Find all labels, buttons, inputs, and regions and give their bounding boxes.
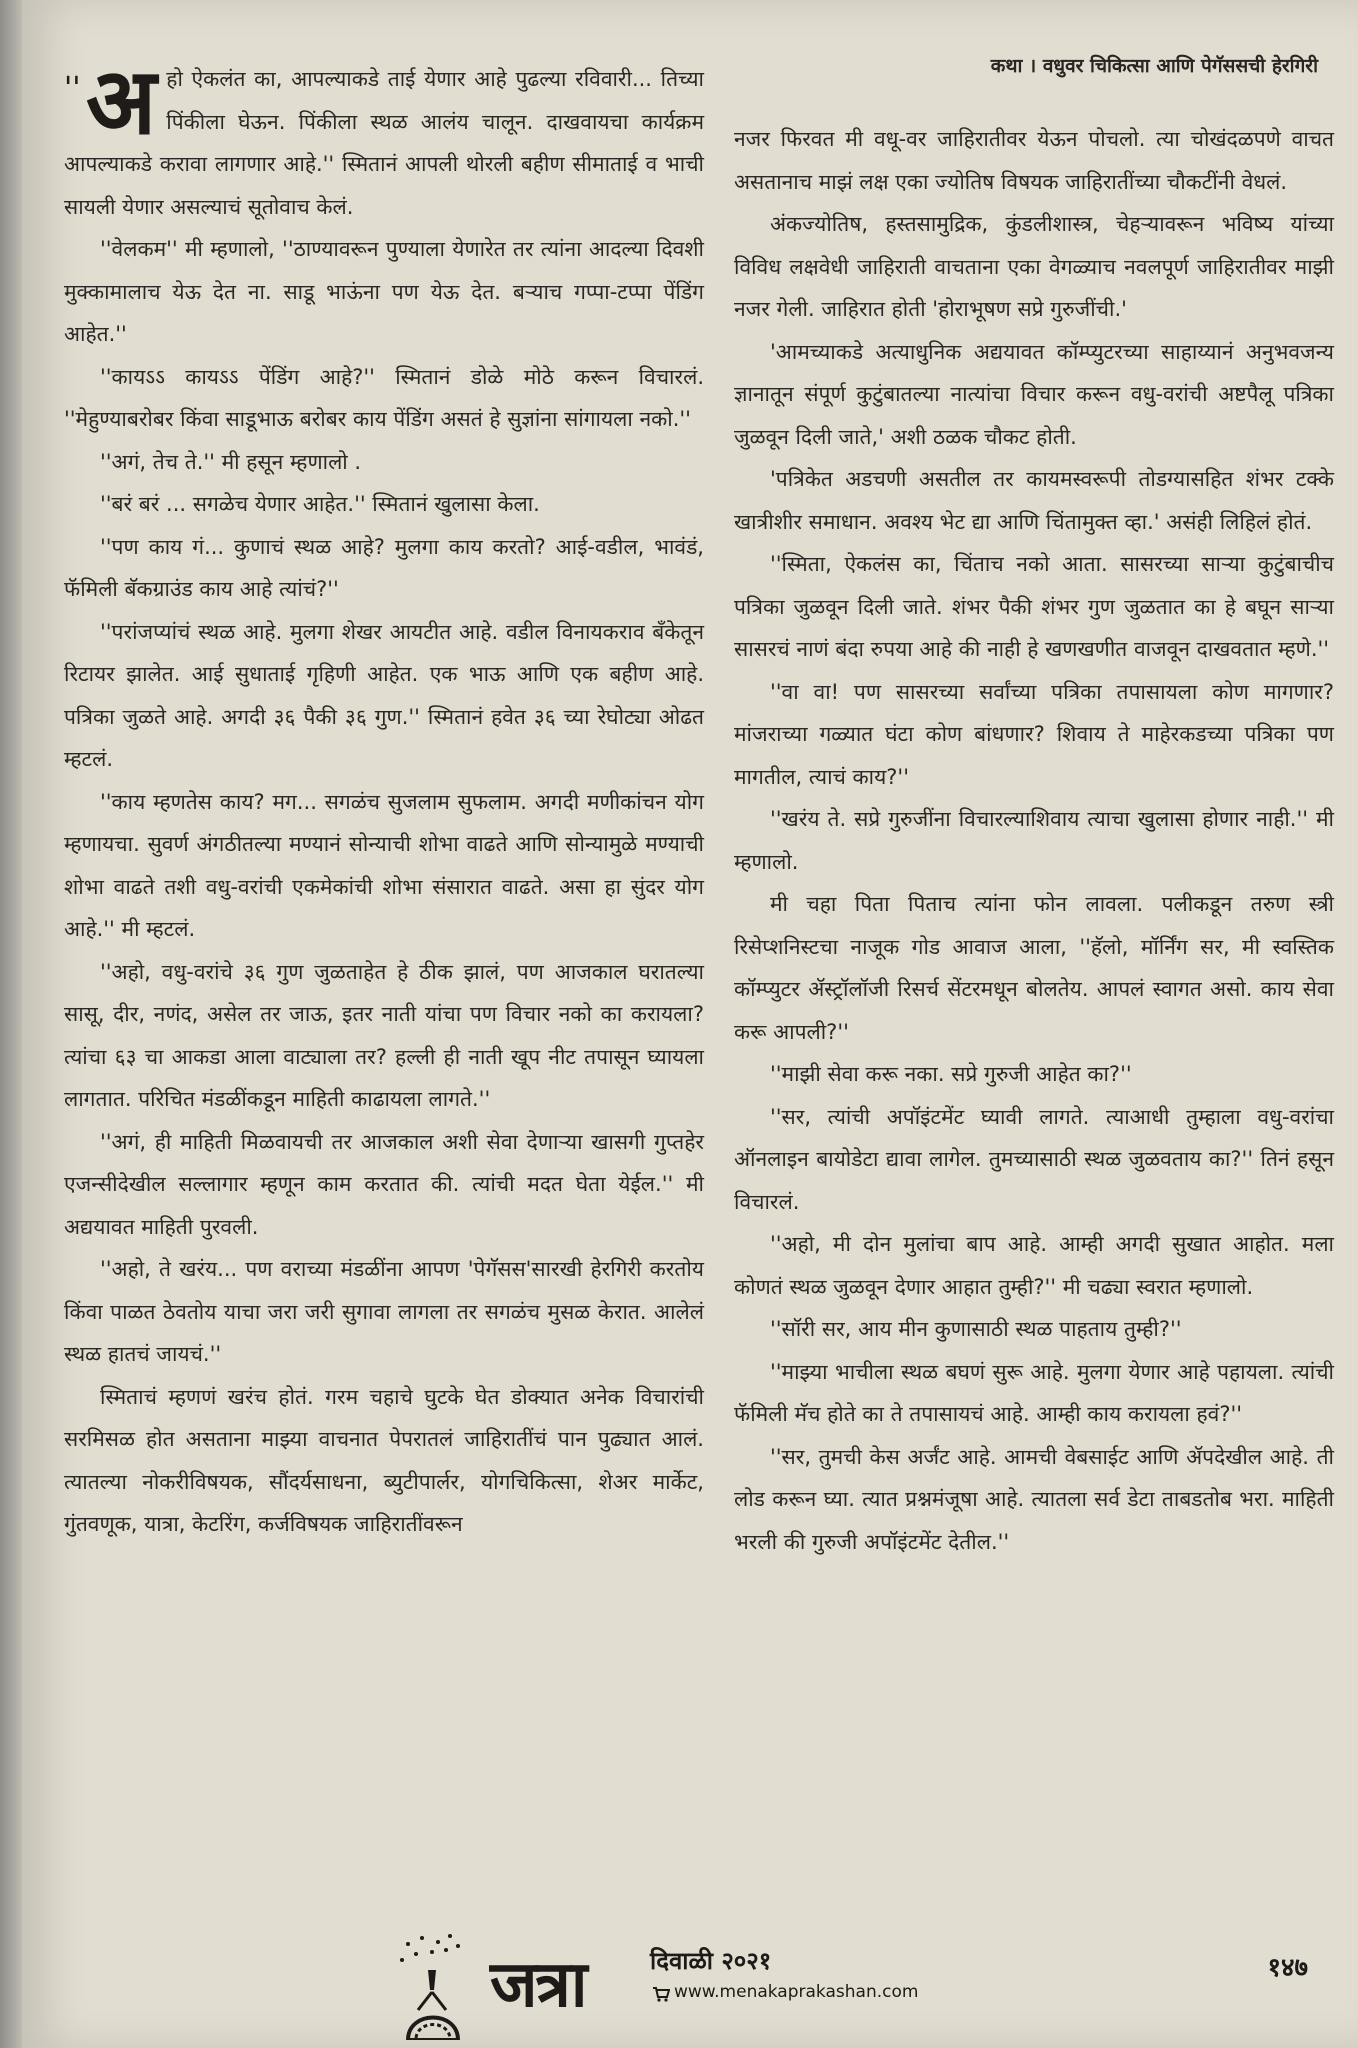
opening-quote-mark: '' [64,71,81,106]
paragraph: ''वेलकम'' मी म्हणालो, ''ठाण्यावरून पुण्याला येणारेत तर त्यांना आदल्या दिवशी मुक्कामालाच येऊ देत ना. साडू भाऊंना पण येऊ देत. बऱ्याच गप्पा-टप्पा पेंडिंग आहेत.'' [64,237,704,346]
paragraph: ''अगं, तेच ते.'' मी हसून म्हणालो . [100,449,362,474]
paragraph: ''परांजप्यांचं स्थळ आहे. मुलगा शेखर आयटीत आहे. वडील विनायकराव बँकेतून रिटायर झालेत. आई सुधाताई गृहिणी आहेत. एक भाऊ आणि एक बहीण आहे. पत्रिका जुळते आहे. अगदी ३६ पैकी ३६ गुण.'' स्मितानं हवेत ३६ च्या रेघोट्या ओढत म्हटलं. [64,619,704,771]
paragraph: ''अगं, ही माहिती मिळवायची तर आजकाल अशी सेवा देणाऱ्या खासगी गुप्तहेर एजन्सीदेखील सल्लागार म्हणून काम करतात की. त्यांची मदत घेता येईल.'' मी अद्ययावत माहिती पुरवली. [64,1129,704,1239]
paragraph: मी चहा पिता पिताच त्यांना फोन लावला. पलीकडून तरुण स्त्री रिसेप्शनिस्टचा नाजूक गोड आवाज आला, ''हॅलो, मॉर्निंग सर, मी स्वस्तिक कॉम्प्युटर ॲस्ट्रॉलॉजी रिसर्च सेंटरमधून बोलतेय. आपलं स्वागत असो. काय सेवा करू आपली?'' [734,892,1334,1044]
paragraph: ''स्मिता, ऐकलंस का, चिंताच नको आता. सासरच्या साऱ्या कुटुंबाचीच पत्रिका जुळवून दिली जाते. शंभर पैकी शंभर गुण जुळतात का हे बघून साऱ्या सासरचं नाणं बंदा रुपया आहे की नाही हे खणखणीत वाजवून दाखवतात म्हणे.'' [734,552,1334,661]
paragraph: ''अहो, ते खरंय... पण वराच्या मंडळींना आपण 'पेगॅसस'सारखी हेरगिरी करतोय किंवा पाळत ठेवतोय याचा जरा जरी सुगावा लागला तर सगळंच मुसळ केरात. आलेलं स्थळ हातचं जायचं.'' [64,1257,704,1366]
issue-label: दिवाळी २०२१ [650,1947,772,1975]
paragraph: 'आमच्याकडे अत्याधुनिक अद्ययावत कॉम्प्युटरच्या साहाय्यानं अनुभवजन्य ज्ञानातून संपूर्ण कुटुंबातल्या नात्यांचा विचार करून वधु-वरांची अष्टपैलू पत्रिका जुळवून दिली जाते,' अशी ठळक चौकट होती. [734,339,1334,449]
paragraph: अंकज्योतिष, हस्तसामुद्रिक, कुंडलीशास्त्र, चेहऱ्यावरून भविष्य यांच्या विविध लक्षवेधी जाहिराती वाचताना एका वेगळ्याच नवलपूर्ण जाहिरातीवर माझी नजर गेली. जाहिरात होती 'होराभूषण सप्रे गुरुजींची.' [734,212,1334,321]
paragraph: ''माझ्या भाचीला स्थळ बघणं सुरू आहे. मुलगा येणार आहे पहायला. त्यांची फॅमिली मॅच होते का ते तपासायचं आहे. आम्ही काय करायला हवं?'' [734,1359,1334,1426]
website-link[interactable]: www.menakaprakashan.com [674,1982,919,2002]
magazine-page [22,0,1358,2048]
paragraph: ''काय म्हणतेस काय? मग... सगळंच सुजलाम सुफलाम. अगदी मणीकांचन योग म्हणायचा. सुवर्ण अंगठीतल्या मण्यानं सोन्याची शोभा वाढते आणि सोन्यामुळे मण्याची शोभा वाढते तशी वधु-वरांची एकमेकांची शोभा संसारात वाढते. असा हा सुंदर योग आहे.'' मी म्हटलं. [64,789,704,941]
page-number: १४७ [1267,1953,1308,1983]
paragraph: 'पत्रिकेत अडचणी असतील तर कायमस्वरूपी तोडग्यासहित शंभर टक्के खात्रीशीर समाधान. अवश्य भेट द्या आणि चिंतामुक्त व्हा.' असंही लिहिलं होतं. [734,467,1334,534]
brand-logo-illustration-icon [388,1930,478,2040]
paragraph: ''बरं बरं ... सगळेच येणार आहेत.'' स्मितानं खुलासा केला. [100,492,540,516]
paragraph: ''माझी सेवा करू नका. सप्रे गुरुजी आहेत का?'' [770,1062,1132,1086]
right-column [734,118,1334,1563]
paragraph: ''अहो, वधु-वरांचे ३६ गुण जुळताहेत हे ठीक झालं, पण आजकाल घरातल्या सासू, दीर, नणंद, असेल तर जाऊ, इतर नाती यांचा पण विचार नको का करायला? त्यांचा ६३ चा आकडा आला वाट्याला तर? हल्ली ही नाती खूप नीट तपासून घ्यायला लागतात. परिचित मंडळींकडून माहिती काढायला लागते.'' [64,959,704,1111]
paragraph: ''सर, तुमची केस अर्जंट आहे. आमची वेबसाईट आणि ॲपदेखील आहे. ती लोड करून घ्या. त्यात प्रश्नमंजूषा आहे. त्यातला सर्व डेटा ताबडतोब भरा. माहिती भरली की गुरुजी अपॉइंटमेंट देतील.'' [734,1444,1334,1554]
paragraph: ''सॉरी सर, आय मीन कुणासाठी स्थळ पाहताय तुम्ही?'' [770,1317,1182,1341]
drop-cap: अ [86,48,157,155]
book-gutter [0,0,22,2048]
page-footer [0,1930,1358,2040]
paragraph: ''कायऽऽ कायऽऽ पेंडिंग आहे?'' स्मितानं डोळे मोठे करून विचारलं. ''मेहुण्याबरोबर किंवा साडूभाऊ बरोबर काय पेंडिंग असतं हे सुज्ञांना सांगायला नको.'' [64,364,704,431]
paragraph: ''वा वा! पण सासरच्या सर्वांच्या पत्रिका तपासायला कोण मागणार? मांजराच्या गळ्यात घंटा कोण बांधणार? शिवाय ते माहेरकडच्या पत्रिका पण मागतील, त्याचं काय?'' [734,679,1334,789]
paragraph: ''पण काय गं... कुणाचं स्थळ आहे? मुलगा काय करतो? आई-वडील, भावंडं, फॅमिली बॅकग्राउंड काय आहे त्यांचं?'' [64,534,704,601]
paragraph: नजर फिरवत मी वधू-वर जाहिरातीवर येऊन पोचलो. त्या चोखंदळपणे वाचत असतानाच माझं लक्ष एका ज्योतिष विषयक जाहिरातींच्या चौकटींनी वेधलं. [734,127,1334,194]
paragraph: ''अहो, मी दोन मुलांचा बाप आहे. आम्ही अगदी सुखात आहोत. मला कोणतं स्थळ जुळवून देणार आहात तुम्ही?'' मी चढ्या स्वरात म्हणालो. [734,1232,1334,1299]
paragraph: हो ऐकलंत का, आपल्याकडे ताई येणार आहे पुढल्या रविवारी... तिच्या पिंकीला घेऊन. पिंकीला स्थळ आलंय चालून. दाखवायचा कार्यक्रम आपल्याकडे करावा लागणार आहे.'' स्मितानं आपली थोरली बहीण सीमाताई व भाची सायली येणार असल्याचं सूतोवाच केलं. [64,67,704,219]
opening-paragraph-block [64,48,704,228]
left-column [64,48,704,1546]
magazine-brand: जत्रा [490,1947,586,2022]
paragraph: ''खरंय ते. सप्रे गुरुजींना विचारल्याशिवाय त्याचा खुलासा होणार नाही.'' मी म्हणालो. [734,807,1334,874]
paragraph: ''सर, त्यांची अपॉइंटमेंट घ्यावी लागते. त्याआधी तुम्हाला वधु-वरांचा ऑनलाइन बायोडेटा द्यावा लागेल. तुमच्यासाठी स्थळ जुळवताय का?'' तिनं हसून विचारलं. [734,1104,1334,1214]
running-header: कथा । वधुवर चिकित्सा आणि पेगॅससची हेरगिरी [990,55,1318,77]
paragraph: स्मिताचं म्हणणं खरंच होतं. गरम चहाचे घुटके घेत डोक्यात अनेक विचारांची सरमिसळ होत असताना माझ्या वाचनात पेपरातलं जाहिरातींचं पान पुढ्यात आलं. त्यातल्या नोकरीविषयक, सौंदर्यसाधना, ब्युटीपार्लर, योगचिकित्सा, शेअर मार्केट, गुंतवणूक, यात्रा, केटरिंग, कर्जविषयक जाहिरातींवरून [64,1384,704,1536]
